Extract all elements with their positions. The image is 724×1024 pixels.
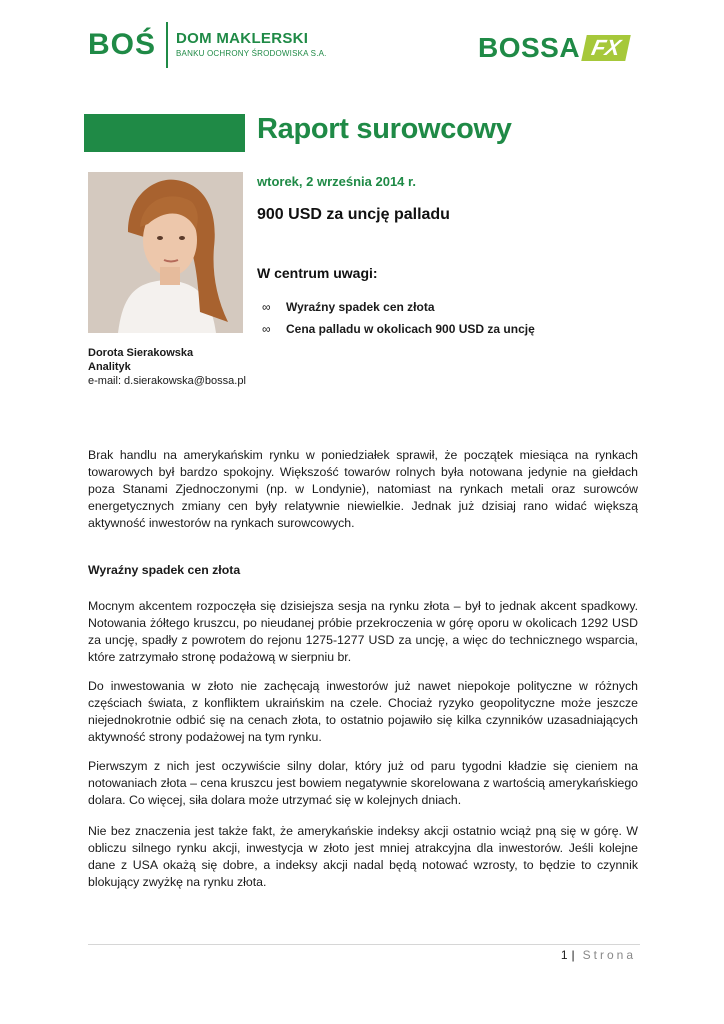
list-item bbox=[262, 296, 535, 318]
intro-text: Brak handlu na amerykańskim rynku w poniedziałek sprawił, że początek miesiąca na rynkach towarowych był bardzo spokojny. Większość towarów rolnych była notowana jedynie na giełdach poza Stanami Zjednoczonymi (np. w Londynie), natomiast na rynkach metali oraz surowców energetycznych zmiany cen były relatywnie niewielkie. Jednak już dzisiaj rano widać większą aktywność inwestorów na rynkach surowcowych. bbox=[88, 448, 638, 530]
author-role: Analityk bbox=[88, 361, 131, 373]
dm-subtitle: BANKU OCHRONY ŚRODOWISKA S.A. bbox=[176, 49, 327, 59]
footer-divider bbox=[88, 944, 640, 945]
page-label: Strona bbox=[582, 948, 636, 962]
dm-title: DOM MAKLERSKI bbox=[176, 30, 309, 48]
infinity-bullet-icon: ∞ bbox=[262, 322, 271, 336]
bos-wordmark bbox=[88, 28, 156, 62]
report-date: wtorek, 2 września 2014 r. bbox=[257, 174, 416, 189]
author-info bbox=[88, 346, 246, 388]
report-title: Raport surowcowy bbox=[257, 113, 512, 145]
focus-bullet-list bbox=[262, 296, 535, 340]
body-paragraph bbox=[88, 758, 638, 809]
dm-text-block bbox=[176, 31, 327, 58]
fx-badge: FX bbox=[581, 35, 631, 61]
paragraph-text: Mocnym akcentem rozpoczęła się dzisiejsza sesja na rynku złota – był to jednak akcent spadkowy. Notowania żółtego kruszcu, po nieudanej próbie przekroczenia w górę oporu w okolicach 1292 USD za uncję, spadły z powrotem do rejonu 1275-1277 USD za uncję, a więc do technicznego wsparcia, które zatrzymało stronę podażową w sierpniu br. bbox=[88, 599, 638, 664]
bossa-fx-logo bbox=[478, 32, 628, 64]
author-email[interactable]: e-mail: d.sierakowska@bossa.pl bbox=[88, 375, 246, 387]
page-footer bbox=[561, 948, 636, 962]
report-headline: 900 USD za uncję palladu bbox=[257, 206, 450, 223]
focus-label: W centrum uwagi: bbox=[257, 265, 378, 281]
bullet-text: Wyraźny spadek cen złota bbox=[286, 300, 435, 314]
author-photo bbox=[88, 172, 243, 333]
paragraph-text: Nie bez znaczenia jest także fakt, że amerykańskie indeksy akcji ostatnio wciąż pną się w górę. W obliczu silnego rynku akcji, inwestycja w złoto jest mniej atrakcyjna dla inwestorów. Jeśli kolejne dane z USA okażą się dobre, a indeksy akcji nadal będą notować wzrosty, to będzie to czynnik blokujący zwyżkę na rynku złota. bbox=[88, 824, 638, 889]
author-name: Dorota Sierakowska bbox=[88, 347, 194, 359]
list-item bbox=[262, 318, 535, 340]
page-number: 1 bbox=[560, 948, 568, 962]
body-paragraph bbox=[88, 823, 638, 891]
body-paragraph bbox=[88, 678, 638, 746]
section-heading: Wyraźny spadek cen złota bbox=[88, 563, 241, 577]
title-accent-bar bbox=[84, 114, 245, 152]
logo-divider bbox=[166, 22, 168, 68]
bullet-text: Cena palladu w okolicach 900 USD za uncję bbox=[286, 322, 535, 336]
body-paragraph bbox=[88, 598, 638, 666]
footer-separator: | bbox=[571, 948, 575, 962]
infinity-bullet-icon: ∞ bbox=[262, 300, 271, 314]
bos-wordmark-text: BOŚ bbox=[88, 28, 157, 61]
paragraph-text: Pierwszym z nich jest oczywiście silny dolar, który już od paru tygodni kładzie się cieniem na notowaniach złota – cena kruszcu jest bowiem negatywnie skorelowana z wartością amerykańskiego dolara. Co więcej, siła dolara może utrzymać się w kolejnych dniach. bbox=[88, 759, 638, 807]
bos-logo bbox=[88, 22, 327, 68]
author-portrait-illustration bbox=[88, 172, 243, 333]
bossa-wordmark: BOSSA bbox=[478, 32, 581, 63]
paragraph-text: Do inwestowania w złoto nie zachęcają inwestorów już nawet niepokoje polityczne w różnych częściach świata, z konfliktem ukraińskim na czele. Chociaż ryzyko geopolityczne może jeszcze niejednokrotnie odbić się na cenach złota, to ostatnio pojawiło się kilka czynników uzasadniających aktywność strony podażowej na tym rynku. bbox=[88, 679, 638, 744]
intro-paragraph bbox=[88, 447, 638, 532]
